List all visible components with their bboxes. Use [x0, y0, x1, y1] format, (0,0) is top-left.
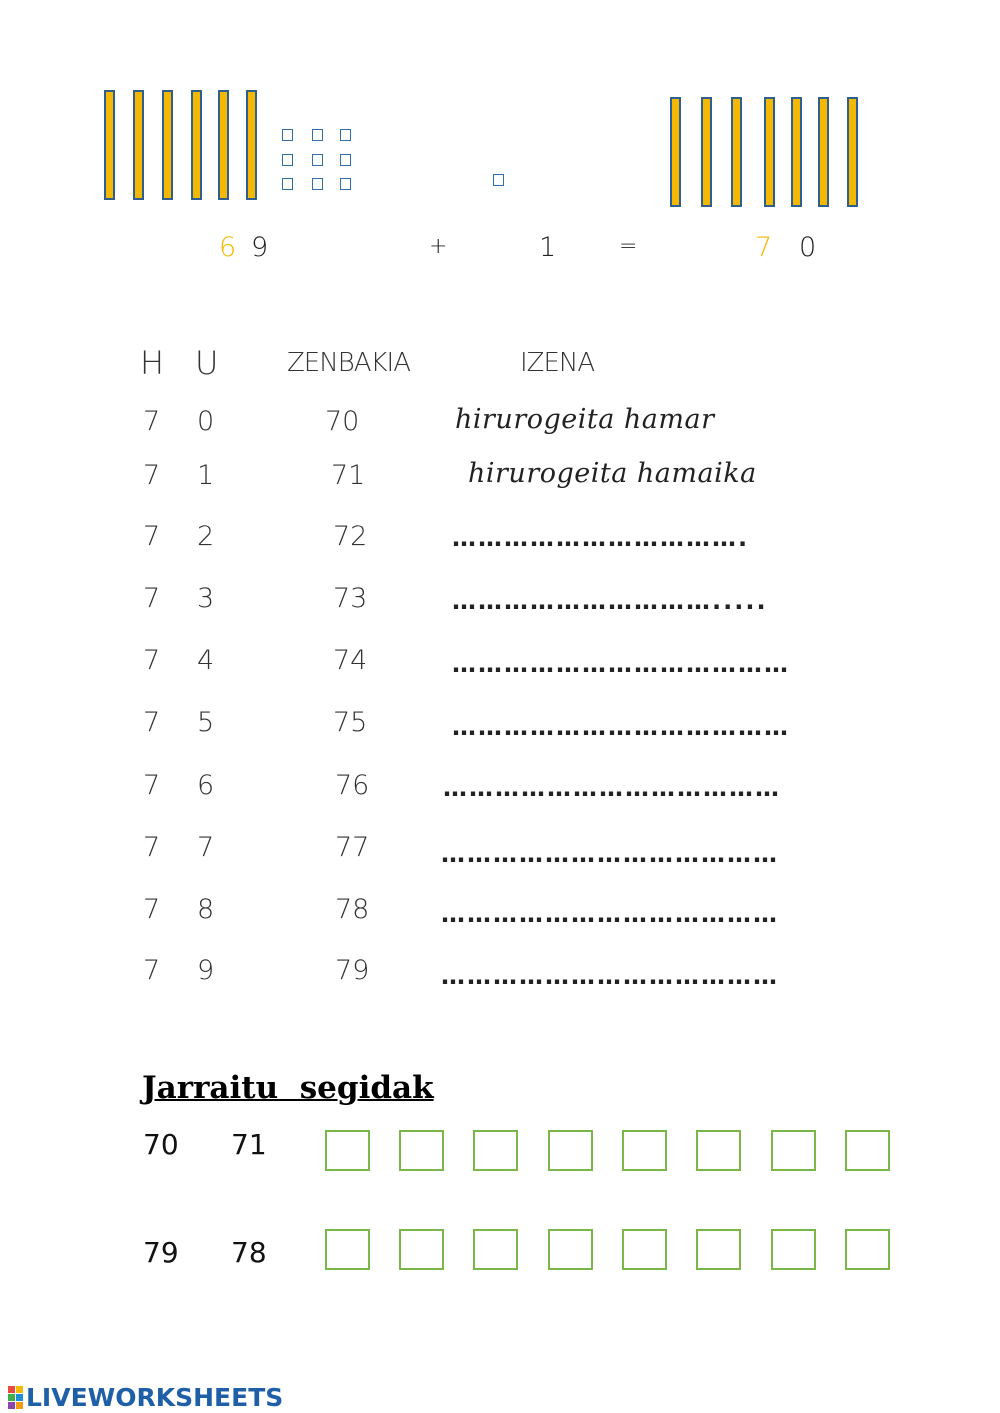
- row-u: 9: [197, 955, 215, 986]
- row-u: 8: [197, 894, 215, 925]
- row-answer-line[interactable]: …………………………………: [441, 840, 779, 868]
- row-number: 75: [333, 707, 368, 738]
- sequence-answer-box[interactable]: [473, 1229, 518, 1270]
- ten-rod: [791, 97, 802, 207]
- ten-rod: [218, 90, 229, 200]
- row-answer-line[interactable]: …………………………….: [452, 524, 750, 552]
- row-h: 7: [143, 645, 161, 676]
- ten-rod: [191, 90, 202, 200]
- ten-rod: [701, 97, 712, 207]
- row-name: hirurogeita hamar: [455, 404, 715, 435]
- row-h: 7: [143, 406, 161, 437]
- unit-cube: [340, 178, 351, 190]
- header-number: ZENBAKIA: [287, 348, 411, 378]
- sequence-answer-box[interactable]: [548, 1130, 593, 1171]
- row-answer-line[interactable]: …………………………………: [443, 774, 781, 802]
- row-h: 7: [143, 707, 161, 738]
- row-u: 0: [197, 406, 215, 437]
- unit-cube-added: [493, 174, 504, 186]
- header-u: U: [195, 344, 218, 382]
- row-h: 7: [143, 770, 161, 801]
- row-number: 72: [333, 521, 368, 552]
- ten-rod: [731, 97, 742, 207]
- sequence-answer-box[interactable]: [696, 1229, 741, 1270]
- sequence-first: 79: [143, 1236, 179, 1269]
- equation-result-units: 0: [799, 232, 817, 263]
- row-u: 7: [197, 832, 215, 863]
- row-u: 2: [197, 521, 215, 552]
- row-h: 7: [143, 894, 161, 925]
- row-u: 6: [197, 770, 215, 801]
- row-number: 77: [335, 832, 370, 863]
- sequence-answer-box[interactable]: [325, 1130, 370, 1171]
- sequence-answer-box[interactable]: [622, 1130, 667, 1171]
- row-h: 7: [143, 832, 161, 863]
- row-number: 70: [325, 406, 360, 437]
- row-number: 78: [335, 894, 370, 925]
- sequence-answer-box[interactable]: [696, 1130, 741, 1171]
- logo-blocks-icon: [8, 1386, 24, 1408]
- header-h: H: [140, 344, 164, 382]
- row-answer-line[interactable]: …………………………………: [452, 713, 790, 741]
- liveworksheets-logo[interactable]: [8, 1383, 298, 1412]
- header-name: IZENA: [520, 348, 595, 378]
- unit-cube: [282, 154, 293, 166]
- row-answer-line[interactable]: …………………………………: [452, 650, 790, 678]
- row-number: 73: [333, 583, 368, 614]
- ten-rod: [764, 97, 775, 207]
- row-answer-line[interactable]: ………………………….....: [452, 587, 768, 615]
- sequence-answer-box[interactable]: [399, 1130, 444, 1171]
- row-name: hirurogeita hamaika: [468, 458, 757, 489]
- equation-left-units: 9: [251, 232, 269, 263]
- row-number: 71: [331, 460, 366, 491]
- unit-cube: [282, 129, 293, 141]
- row-h: 7: [143, 460, 161, 491]
- row-h: 7: [143, 583, 161, 614]
- ten-rod: [162, 90, 173, 200]
- ten-rod: [818, 97, 829, 207]
- logo-text: LIVEWORKSHEETS: [26, 1383, 284, 1412]
- unit-cube: [340, 129, 351, 141]
- row-u: 3: [197, 583, 215, 614]
- ten-rod: [133, 90, 144, 200]
- row-number: 79: [335, 955, 370, 986]
- sequence-answer-box[interactable]: [325, 1229, 370, 1270]
- sequence-second: 71: [231, 1128, 267, 1161]
- unit-cube: [312, 154, 323, 166]
- equation-plus: +: [429, 234, 448, 259]
- row-h: 7: [143, 521, 161, 552]
- sequence-second: 78: [231, 1236, 267, 1269]
- unit-cube: [312, 129, 323, 141]
- sequence-answer-box[interactable]: [771, 1130, 816, 1171]
- ten-rod: [847, 97, 858, 207]
- row-u: 5: [197, 707, 215, 738]
- sequence-answer-box[interactable]: [548, 1229, 593, 1270]
- row-h: 7: [143, 955, 161, 986]
- ten-rod: [670, 97, 681, 207]
- row-u: 1: [197, 460, 215, 491]
- row-answer-line[interactable]: …………………………………: [441, 900, 779, 928]
- sequence-answer-box[interactable]: [845, 1130, 890, 1171]
- row-answer-line[interactable]: …………………………………: [441, 962, 779, 990]
- row-number: 74: [333, 645, 368, 676]
- row-number: 76: [335, 770, 370, 801]
- equation-equals: =: [619, 234, 638, 259]
- ten-rod: [104, 90, 115, 200]
- sequence-answer-box[interactable]: [845, 1229, 890, 1270]
- unit-cube: [312, 178, 323, 190]
- sequence-answer-box[interactable]: [399, 1229, 444, 1270]
- equation-addend: 1: [539, 232, 557, 263]
- equation-left-tens: 6: [219, 232, 237, 263]
- ten-rod: [246, 90, 257, 200]
- sequence-answer-box[interactable]: [473, 1130, 518, 1171]
- sequence-title: Jarraitu segidak: [142, 1070, 434, 1106]
- equation-result-tens: 7: [755, 232, 773, 263]
- row-u: 4: [197, 645, 215, 676]
- unit-cube: [340, 154, 351, 166]
- sequence-answer-box[interactable]: [771, 1229, 816, 1270]
- sequence-answer-box[interactable]: [622, 1229, 667, 1270]
- unit-cube: [282, 178, 293, 190]
- sequence-first: 70: [143, 1128, 179, 1161]
